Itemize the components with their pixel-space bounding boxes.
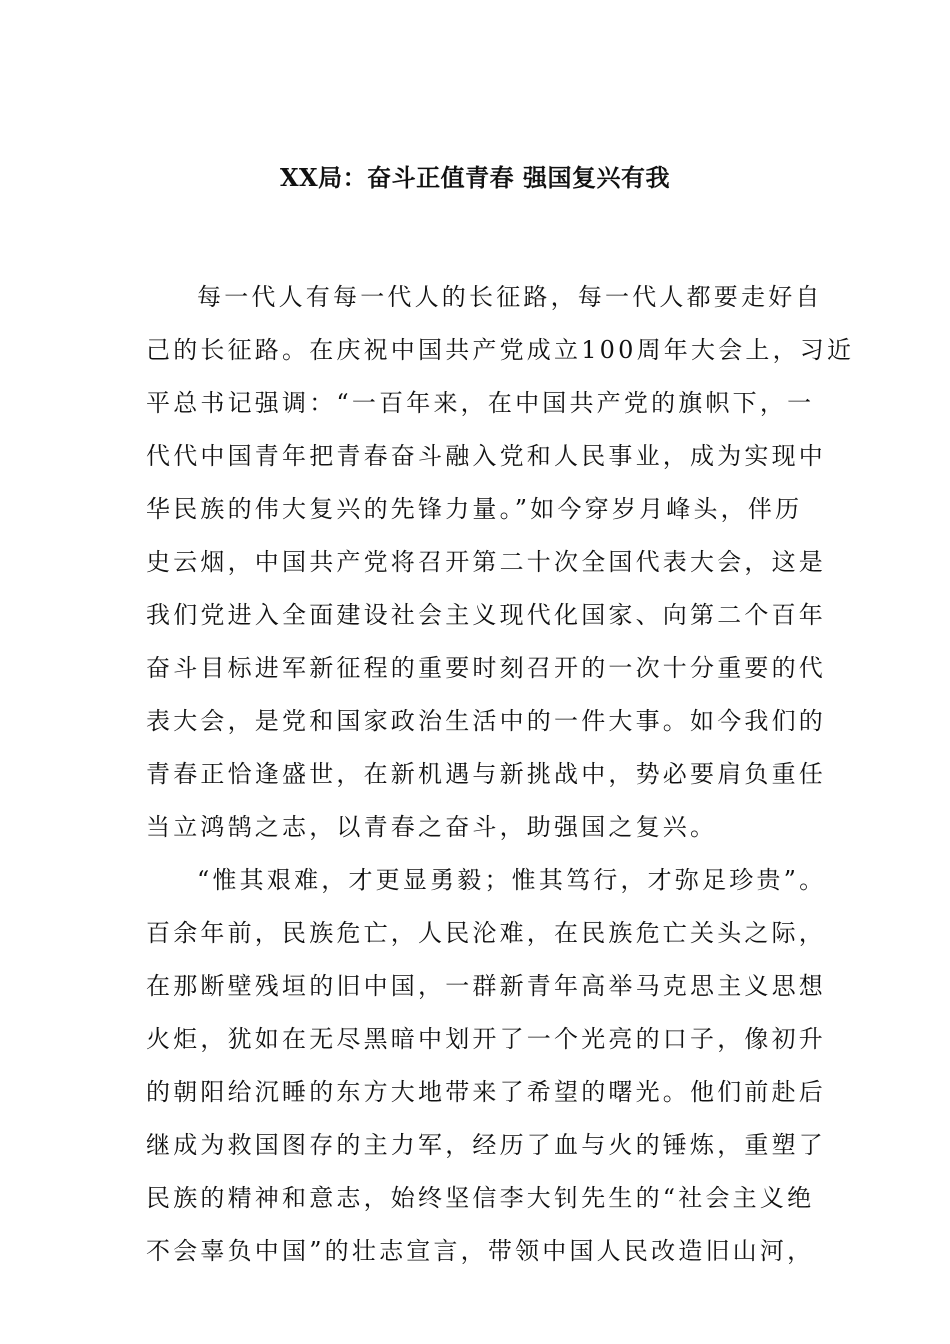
- paragraph-line: 火炬，犹如在无尽黑暗中划开了一个光亮的口子，像初升: [146, 1025, 826, 1053]
- paragraph-line: 继成为救国图存的主力军，经历了血与火的锤炼，重塑了: [146, 1131, 826, 1159]
- paragraph-line: 民族的精神和意志，始终坚信李大钊先生的“社会主义绝: [146, 1184, 815, 1212]
- document-title: XX局：奋斗正值青春 强国复兴有我: [279, 163, 671, 192]
- paragraph-line: 表大会，是党和国家政治生活中的一件大事。如今我们的: [146, 707, 826, 735]
- paragraph-line: 在那断壁残垣的旧中国，一群新青年高举马克思主义思想: [146, 972, 826, 1000]
- paragraph-line: 史云烟，中国共产党将召开第二十次全国代表大会，这是: [146, 548, 826, 576]
- paragraph-line: 青春正恰逢盛世，在新机遇与新挑战中，势必要肩负重任: [146, 760, 826, 788]
- paragraph: [146, 277, 855, 860]
- paragraph-line: 华民族的伟大复兴的先锋力量。”如今穿岁月峰头，伴历: [146, 495, 803, 523]
- paragraph-line: 不会辜负中国”的壮志宣言，带领中国人民改造旧山河，: [146, 1237, 815, 1265]
- paragraph-line: 奋斗目标进军新征程的重要时刻召开的一次十分重要的代: [146, 654, 826, 682]
- paragraph-line: 的朝阳给沉睡的东方大地带来了希望的曙光。他们前赴后: [146, 1078, 826, 1106]
- paragraph-line: 代代中国青年把青春奋斗融入党和人民事业，成为实现中: [146, 442, 826, 470]
- paragraph-line: 百余年前，民族危亡，人民沦难，在民族危亡关头之际，: [146, 919, 826, 947]
- paragraph-line: 每一代人有每一代人的长征路，每一代人都要走好自: [197, 283, 823, 311]
- paragraph-line: “惟其艰难，才更显勇毅；惟其笃行，才弥足珍贵”。: [197, 866, 827, 894]
- paragraph-line: 己的长征路。在庆祝中国共产党成立100周年大会上，习近: [146, 336, 855, 364]
- document-body: [146, 277, 855, 1284]
- paragraph-line: 我们党进入全面建设社会主义现代化国家、向第二个百年: [146, 601, 826, 629]
- paragraph: [146, 860, 826, 1284]
- paragraph-line: 平总书记强调：“一百年来，在中国共产党的旗帜下，一: [146, 389, 815, 417]
- paragraph-line: 当立鸿鹄之志，以青春之奋斗，助强国之复兴。: [146, 813, 718, 841]
